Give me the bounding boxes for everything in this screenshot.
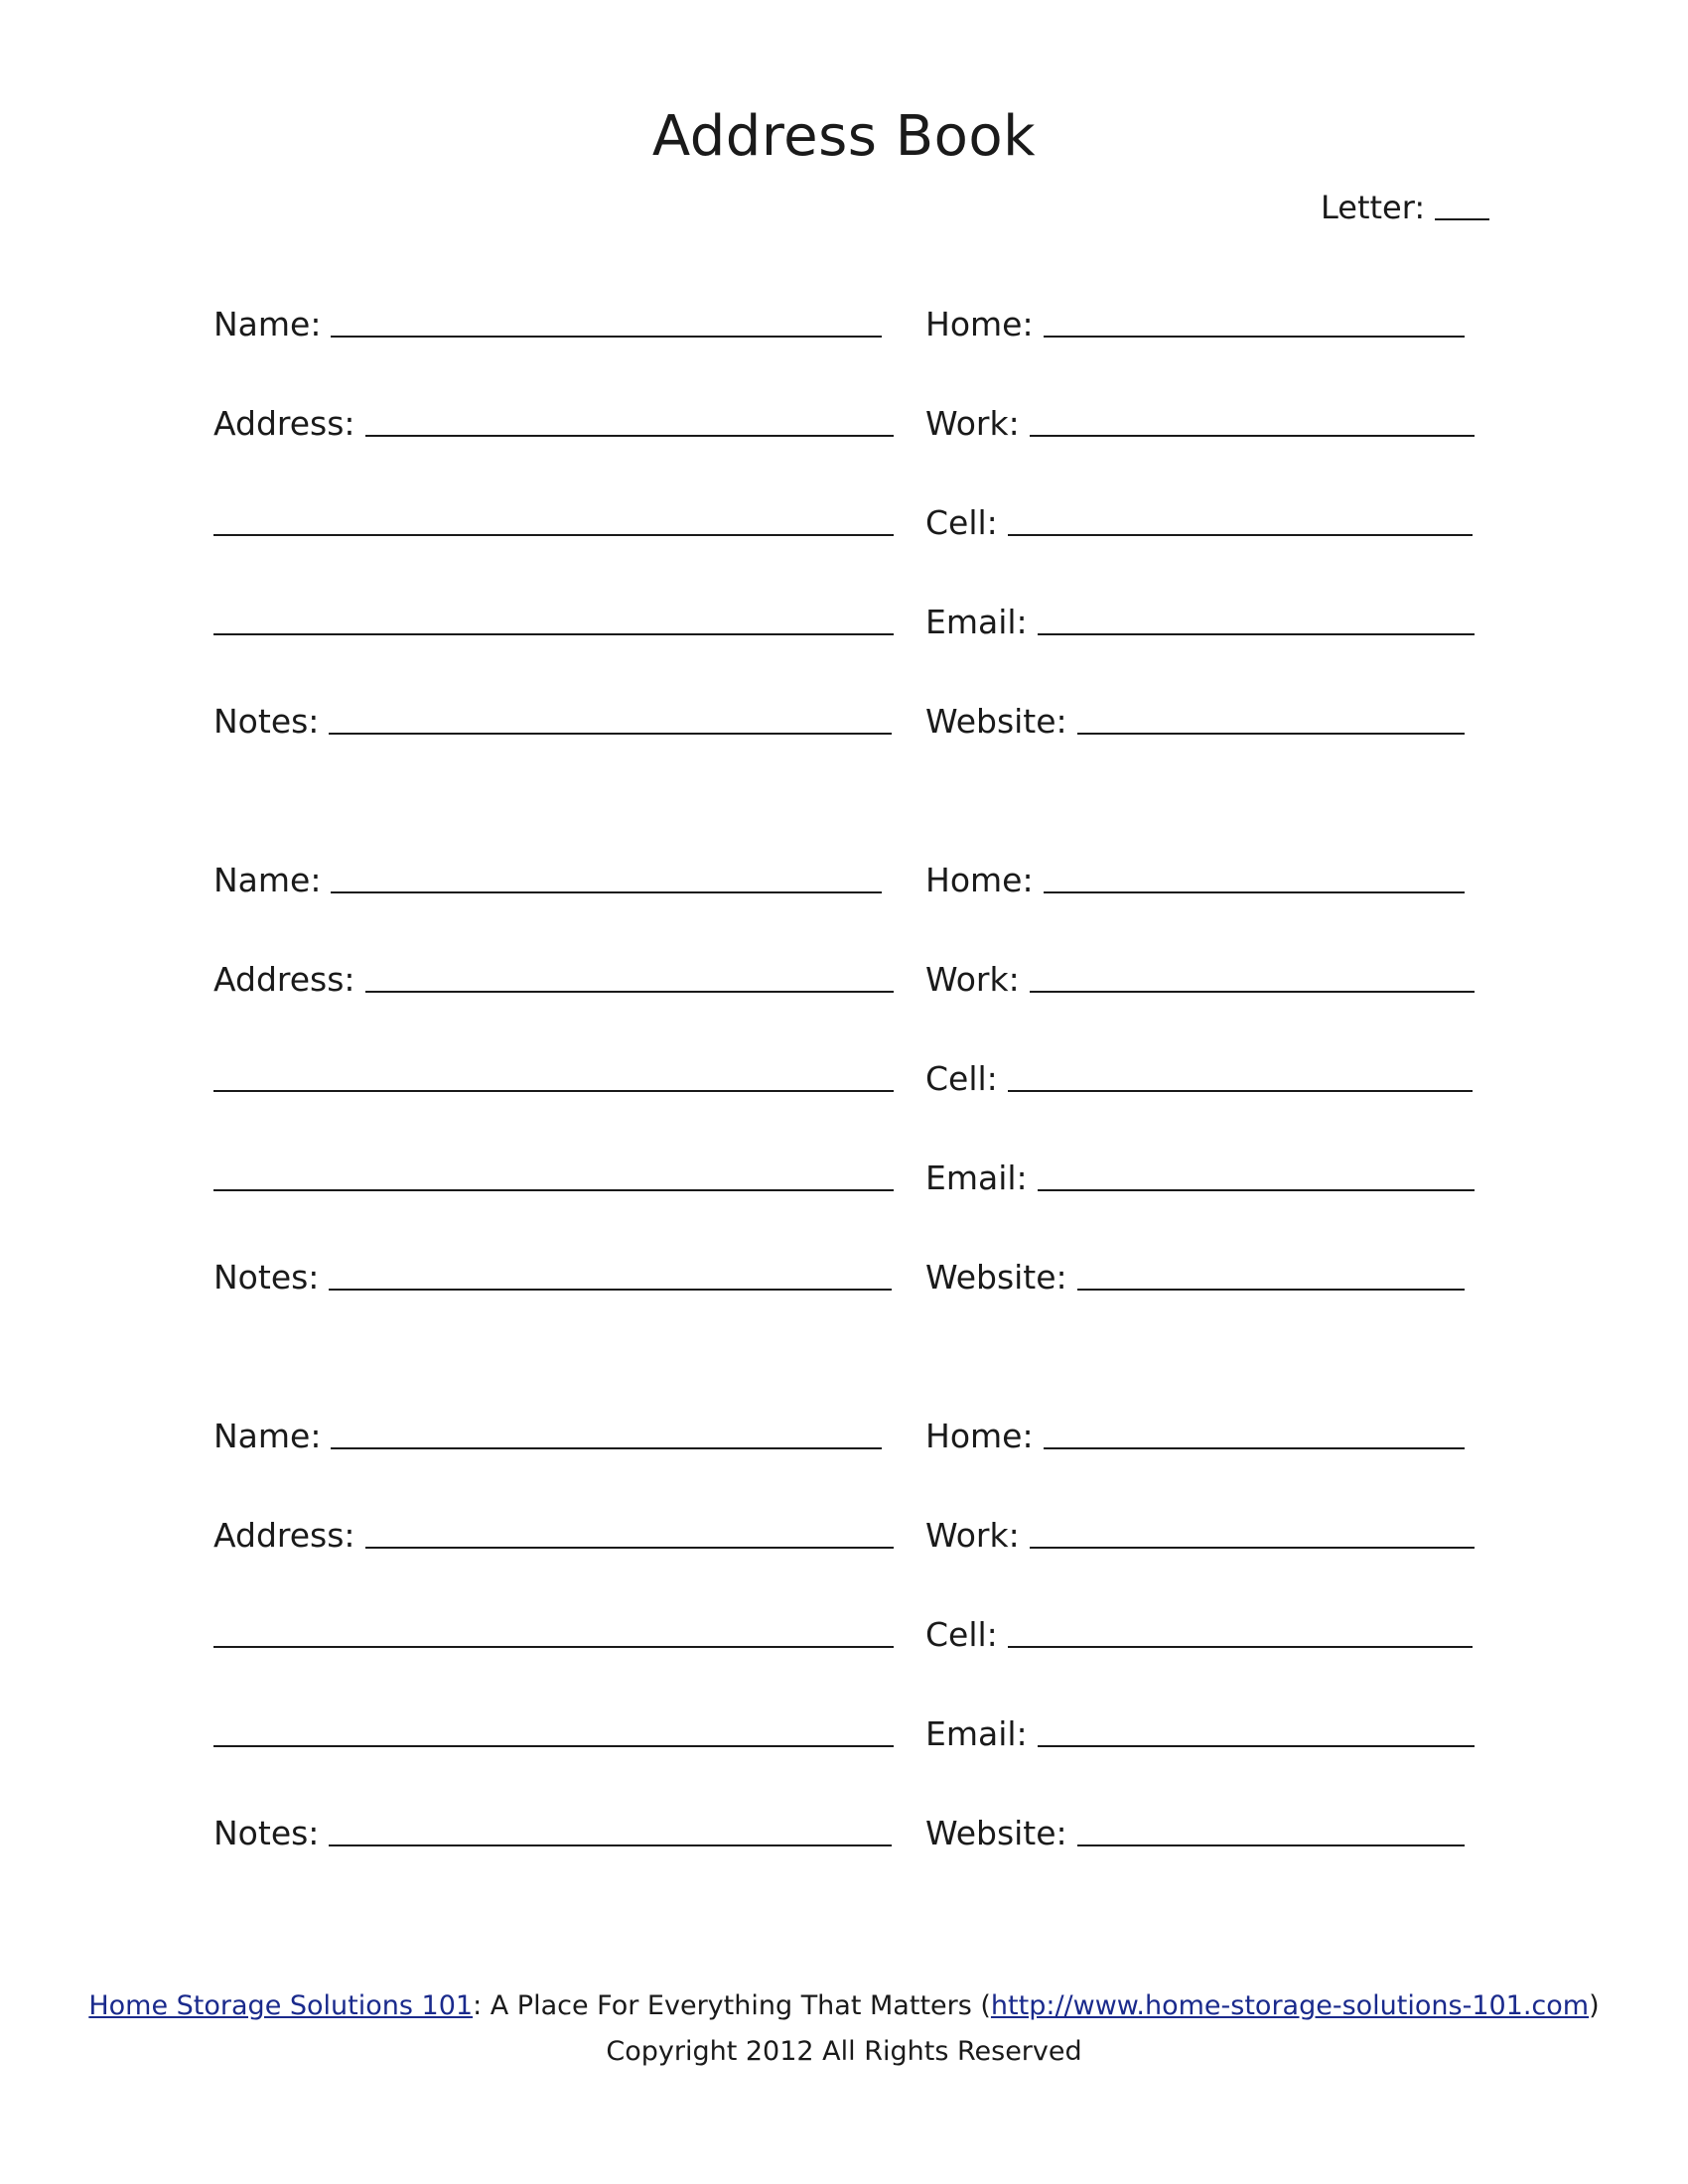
field-label: Name: xyxy=(213,861,322,899)
entry-1-left-field-3[interactable] xyxy=(213,496,894,542)
entry-2-left-field-2[interactable] xyxy=(213,953,894,999)
field-line[interactable] xyxy=(365,1546,894,1549)
field-label: Cell: xyxy=(925,503,998,542)
field-line[interactable] xyxy=(331,335,882,338)
field-line[interactable] xyxy=(331,890,882,893)
entry-2-right-field-1[interactable] xyxy=(925,854,1465,899)
letter-label: Letter: xyxy=(1321,189,1426,226)
entry-2-right-field-2[interactable] xyxy=(925,953,1475,999)
field-line[interactable] xyxy=(329,1288,892,1291)
entry-1-right-field-3[interactable] xyxy=(925,496,1473,542)
field-line[interactable] xyxy=(1030,1546,1475,1549)
field-label: Work: xyxy=(925,404,1020,443)
field-label: Cell: xyxy=(925,1615,998,1654)
entry-1-left-field-2[interactable] xyxy=(213,397,894,443)
copyright: Copyright 2012 All Rights Reserved xyxy=(606,2036,1082,2067)
field-label: Address: xyxy=(213,1516,355,1555)
field-line[interactable] xyxy=(1077,1288,1465,1291)
entry-2-left-field-3[interactable] xyxy=(213,1052,894,1098)
field-label: Email: xyxy=(925,603,1028,641)
footer-line-1 xyxy=(0,1983,1688,2029)
entry-2-right-field-5[interactable] xyxy=(925,1251,1465,1297)
field-label: Name: xyxy=(213,1417,322,1455)
field-line[interactable] xyxy=(1030,990,1475,993)
field-label: Email: xyxy=(925,1714,1028,1753)
entry-2-left-field-1[interactable] xyxy=(213,854,882,899)
field-line[interactable] xyxy=(1044,335,1465,338)
entry-3-left-field-1[interactable] xyxy=(213,1410,882,1455)
field-line[interactable] xyxy=(213,1188,894,1191)
field-line[interactable] xyxy=(1038,632,1475,635)
entry-3-right-field-1[interactable] xyxy=(925,1410,1465,1455)
entry-3-left-field-4[interactable] xyxy=(213,1707,894,1753)
entry-2-left-field-4[interactable] xyxy=(213,1152,894,1197)
field-line[interactable] xyxy=(213,632,894,635)
field-label: Website: xyxy=(925,1258,1067,1297)
entry-1-left-field-4[interactable] xyxy=(213,596,894,641)
field-line[interactable] xyxy=(329,732,892,735)
entry-1-right-field-4[interactable] xyxy=(925,596,1475,641)
field-label: Notes: xyxy=(213,702,320,741)
entry-3-left-field-5[interactable] xyxy=(213,1807,892,1852)
field-label: Cell: xyxy=(925,1059,998,1098)
field-line[interactable] xyxy=(1077,732,1465,735)
entry-2-right-field-4[interactable] xyxy=(925,1152,1475,1197)
entry-3-right-field-3[interactable] xyxy=(925,1608,1473,1654)
field-label: Home: xyxy=(925,861,1034,899)
entry-1-right-field-2[interactable] xyxy=(925,397,1475,443)
entry-3-left-field-3[interactable] xyxy=(213,1608,894,1654)
entry-3-left-field-2[interactable] xyxy=(213,1509,894,1555)
field-line[interactable] xyxy=(329,1843,892,1846)
field-line[interactable] xyxy=(365,990,894,993)
field-label: Home: xyxy=(925,1417,1034,1455)
entry-2-right-field-3[interactable] xyxy=(925,1052,1473,1098)
field-label: Website: xyxy=(925,1814,1067,1852)
field-line[interactable] xyxy=(213,533,894,536)
entry-3-right-field-2[interactable] xyxy=(925,1509,1475,1555)
field-line[interactable] xyxy=(1008,1645,1473,1648)
entry-1-left-field-1[interactable] xyxy=(213,298,882,343)
url-link[interactable]: http://www.home-storage-solutions-101.com xyxy=(990,1990,1590,2021)
field-label: Address: xyxy=(213,404,355,443)
field-line[interactable] xyxy=(213,1744,894,1747)
entry-3-right-field-5[interactable] xyxy=(925,1807,1465,1852)
field-label: Email: xyxy=(925,1159,1028,1197)
field-label: Name: xyxy=(213,305,322,343)
field-label: Work: xyxy=(925,1516,1020,1555)
entry-3-right-field-4[interactable] xyxy=(925,1707,1475,1753)
field-label: Work: xyxy=(925,960,1020,999)
footer-close-paren: ) xyxy=(1589,1990,1600,2021)
field-line[interactable] xyxy=(1044,1446,1465,1449)
field-label: Website: xyxy=(925,702,1067,741)
entry-1-left-field-5[interactable] xyxy=(213,695,892,741)
field-line[interactable] xyxy=(213,1645,894,1648)
field-label: Notes: xyxy=(213,1258,320,1297)
entry-1-right-field-5[interactable] xyxy=(925,695,1465,741)
field-line[interactable] xyxy=(1038,1188,1475,1191)
field-line[interactable] xyxy=(331,1446,882,1449)
entry-1-right-field-1[interactable] xyxy=(925,298,1465,343)
footer xyxy=(0,1983,1688,2075)
field-label: Notes: xyxy=(213,1814,320,1852)
field-line[interactable] xyxy=(1030,434,1475,437)
letter-line[interactable] xyxy=(1435,217,1489,220)
footer-tagline: : A Place For Everything That Matters ( xyxy=(473,1990,991,2021)
entry-2-left-field-5[interactable] xyxy=(213,1251,892,1297)
field-line[interactable] xyxy=(1038,1744,1475,1747)
field-label: Home: xyxy=(925,305,1034,343)
field-line[interactable] xyxy=(1008,1089,1473,1092)
field-line[interactable] xyxy=(1044,890,1465,893)
field-line[interactable] xyxy=(365,434,894,437)
page-title: Address Book xyxy=(651,104,1037,169)
letter-field[interactable] xyxy=(1321,189,1489,226)
site-link[interactable]: Home Storage Solutions 101 xyxy=(88,1990,474,2021)
field-line[interactable] xyxy=(1008,533,1473,536)
field-line[interactable] xyxy=(1077,1843,1465,1846)
field-label: Address: xyxy=(213,960,355,999)
field-line[interactable] xyxy=(213,1089,894,1092)
